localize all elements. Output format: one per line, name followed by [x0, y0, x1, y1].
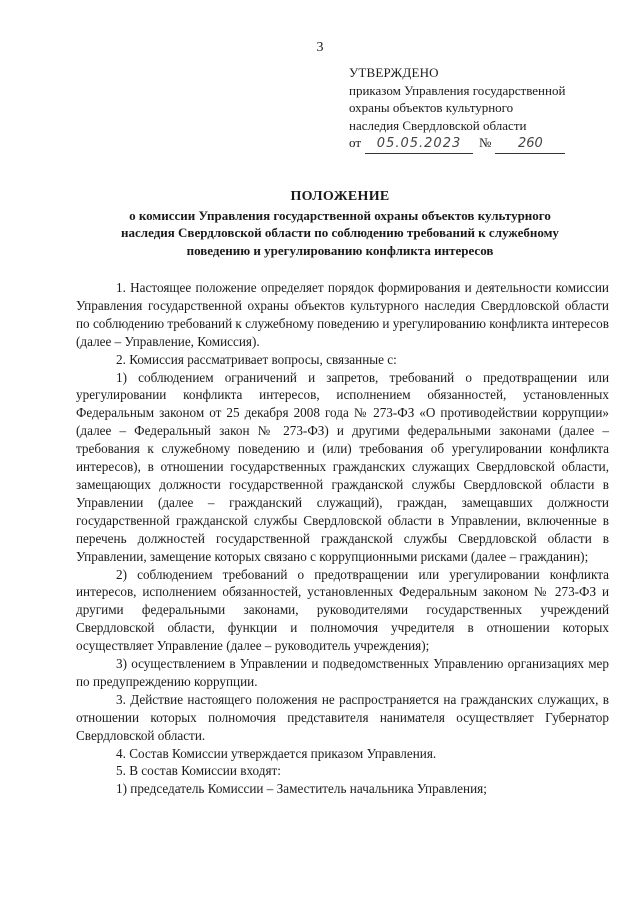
document-body: [76, 279, 609, 798]
title-subtitle-line: наследия Свердловской области по соблюдению требований к служебному: [121, 225, 559, 240]
document-title: [60, 188, 620, 259]
handwritten-date: 05.05.2023: [365, 135, 473, 154]
approval-line: наследия Свердловской области: [349, 117, 527, 133]
paragraph: 1) соблюдением ограничений и запретов, требований о предотвращении или урегулировании конфликта интересов, исполнением обязанностей, установленных Федеральным законом от 25 декабря 2008 года № 273-ФЗ «О противодействии коррупции» (далее – Федеральный закон № 273-ФЗ) и другими федеральными законами (далее – требования к служебному поведению и (или) требования об урегулировании конфликта интересов), в отношении государственных гражданских служащих Свердловской области, замещающих должности государственной гражданской службы Свердловской области в Управлении (далее – гражданский служащий), граждан, замещавших должности государственной гражданской службы Свердловской области в Управлении, включенные в перечень должностей государственной гражданской службы Свердловской области в Управлении, замещение которых связано с коррупционными рисками (далее – гражданин);: [76, 369, 609, 564]
paragraph: 2. Комиссия рассматривает вопросы, связанные с:: [116, 351, 397, 367]
paragraph: 2) соблюдением требований о предотвращении или урегулировании конфликта интересов, исполнением обязанностей, установленных Федеральным законом № 273-ФЗ и другими федеральными законами, руководителями государственных учреждений Свердловской области, функции и полномочия учредителя в отношении которых осуществляет Управление (далее – руководитель учреждения);: [76, 566, 609, 654]
paragraph: 4. Состав Комиссии утверждается приказом Управления.: [116, 745, 437, 761]
order-date-number: [349, 134, 609, 154]
paragraph: 5. В состав Комиссии входят:: [116, 763, 281, 779]
title-main: ПОЛОЖЕНИЕ: [290, 189, 390, 204]
page-number: 3: [316, 40, 324, 55]
handwritten-number: 260: [495, 135, 565, 154]
approval-line: приказом Управления государственной: [349, 82, 566, 98]
number-sign: №: [479, 135, 492, 150]
approval-line: охраны объектов культурного: [349, 100, 514, 115]
title-subtitle-line: поведению и урегулированию конфликта интересов: [186, 242, 494, 258]
date-prefix: от: [349, 135, 362, 150]
title-subtitle-line: о комиссии Управления государственной охраны объектов культурного: [129, 207, 551, 223]
paragraph: 1. Настоящее положение определяет порядок формирования и деятельности комиссии Управления государственной охраны объектов культурного наследия Свердловской области по соблюдению требований к служебному поведению и урегулированию конфликта интересов (далее – Управление, Комиссия).: [76, 280, 609, 349]
paragraph: 3) осуществлением в Управлении и подведомственных Управлению организациях мер по предупреждению коррупции.: [76, 656, 609, 689]
approval-heading: УТВЕРЖДЕНО: [349, 65, 439, 80]
paragraph: 1) председатель Комиссии – Заместитель начальника Управления;: [116, 781, 487, 797]
paragraph: 3. Действие настоящего положения не распространяется на гражданских служащих, в отношении которых полномочия представителя нанимателя осуществляет Губернатор Свердловской области.: [76, 691, 609, 743]
approval-stamp: [349, 64, 609, 154]
